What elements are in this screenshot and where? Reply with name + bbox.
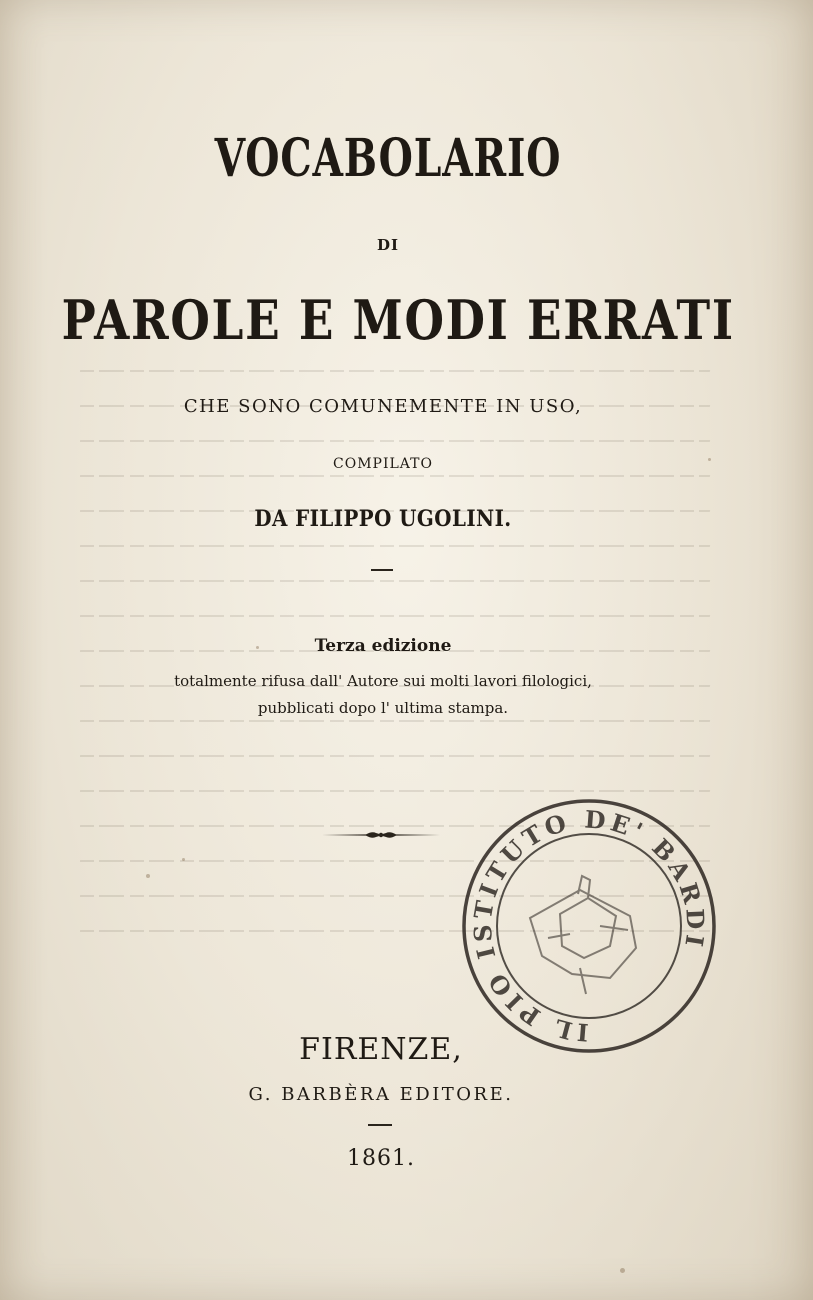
book-title: VOCABOLARIO xyxy=(214,128,562,189)
edition-label: Terza edizione xyxy=(314,636,452,656)
foxing-speck xyxy=(256,646,259,649)
author-line: DA FILIPPO UGOLINI. xyxy=(254,506,512,532)
ornament-rule xyxy=(322,828,440,842)
title-connector: DI xyxy=(376,236,400,254)
compiled-label: COMPILATO xyxy=(333,456,433,472)
foxing-speck xyxy=(182,858,185,861)
imprint-city: FIRENZE, xyxy=(299,1032,463,1067)
edition-note-line-1: totalmente rifusa dall' Autore sui molti lavori filologici, xyxy=(174,672,592,690)
imprint-divider xyxy=(368,1124,392,1126)
foxing-speck xyxy=(146,874,150,878)
stamp-emblem-icon xyxy=(530,876,636,994)
svg-text:IL PIO ISTITUTO DE' BARDI xyxy=(468,804,711,1047)
imprint-publisher: G. BARBÈRA EDITORE. xyxy=(248,1084,514,1105)
subtitle-description: CHE SONO COMUNEMENTE IN USO, xyxy=(183,396,583,417)
imprint-year: 1861. xyxy=(347,1146,415,1171)
stamp-ring-text: IL PIO ISTITUTO DE' BARDI xyxy=(467,804,711,1048)
divider-dash xyxy=(371,569,393,571)
foxing-speck xyxy=(620,1268,625,1273)
book-subtitle: PAROLE E MODI ERRATI xyxy=(61,288,735,352)
library-stamp xyxy=(460,798,718,1054)
foxing-speck xyxy=(708,458,711,461)
edition-note-line-2: pubblicati dopo l' ultima stampa. xyxy=(257,699,509,717)
